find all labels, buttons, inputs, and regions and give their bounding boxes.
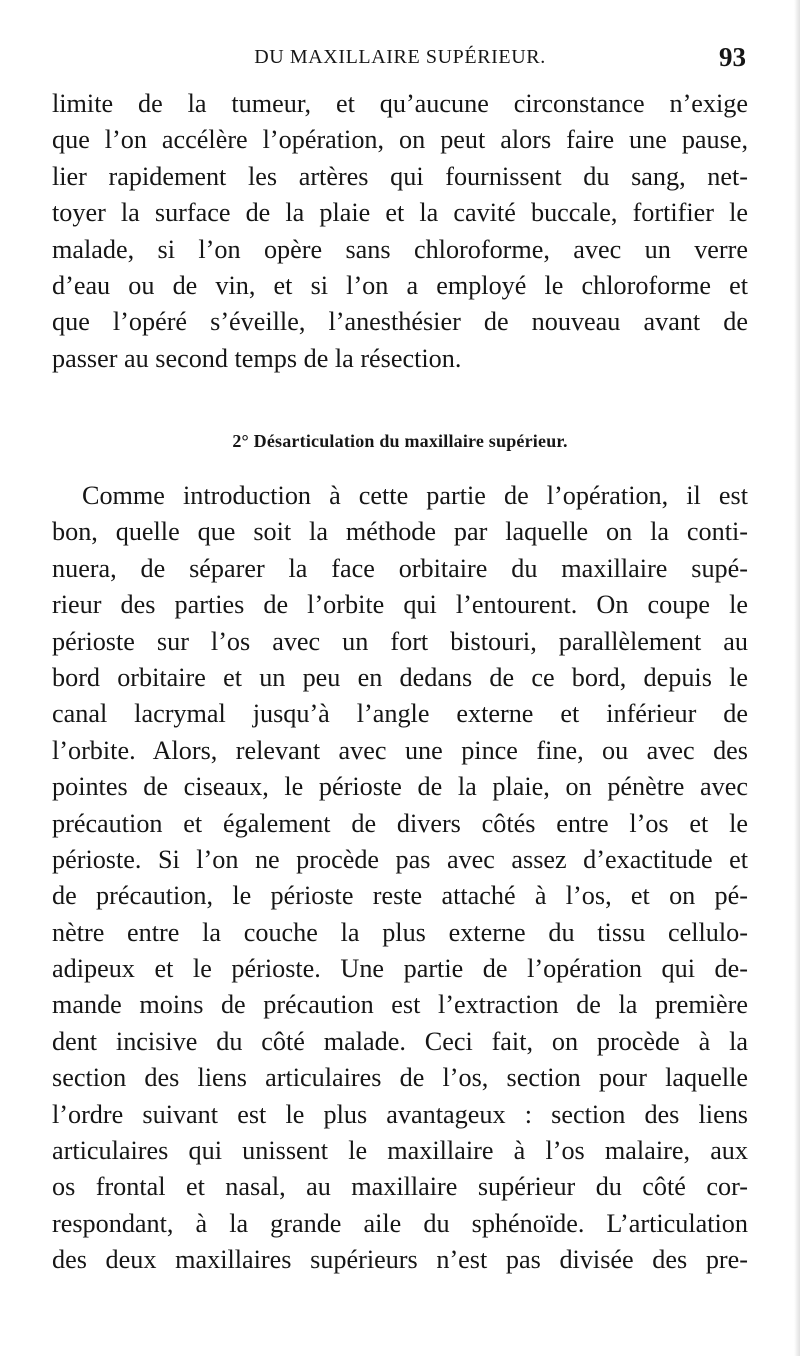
text-line: l’orbite. Alors, relevant avec une pince fine, ou avec des: [52, 735, 748, 765]
text-line: respondant, à la grande aile du sphénoïde. L’articulation: [52, 1208, 748, 1238]
paragraph-2: [52, 478, 748, 1279]
text-line: Comme introduction à cette partie de l’opération, il est: [82, 481, 748, 510]
text-line: limite de la tumeur, et qu’aucune circonstance n’exige: [52, 89, 748, 118]
text-line: passer au second temps de la résection.: [52, 343, 462, 373]
text-line: rieur des parties de l’orbite qui l’entourent. On coupe le: [52, 590, 748, 620]
text-line: de précaution, le périoste reste attaché à l’os, et on pé-: [52, 881, 748, 911]
text-line: périoste. Si l’on ne procède pas avec assez d’exactitude et: [52, 844, 748, 874]
text-line: précaution et également de divers côtés entre l’os et le: [52, 808, 748, 838]
text-line: os frontal et nasal, au maxillaire supérieur du côté cor-: [52, 1172, 748, 1202]
page-number: 93: [719, 42, 746, 72]
paragraph-1: [52, 86, 748, 377]
text-line: périoste sur l’os avec un fort bistouri, parallèlement au: [52, 626, 748, 656]
text-line: adipeux et le périoste. Une partie de l’opération qui de-: [52, 954, 748, 984]
text-line: d’eau ou de vin, et si l’on a employé le chloroforme et: [52, 270, 748, 300]
text-line: articulaires qui unissent le maxillaire à l’os malaire, aux: [52, 1136, 748, 1166]
text-line: pointes de ciseaux, le périoste de la plaie, on pénètre avec: [52, 772, 748, 802]
text-line: nuera, de séparer la face orbitaire du maxillaire supé-: [52, 553, 748, 583]
text-line: bon, quelle que soit la méthode par laquelle on la conti-: [52, 517, 748, 547]
text-line: que l’opéré s’éveille, l’anesthésier de nouveau avant de: [52, 307, 748, 337]
text-line: lier rapidement les artères qui fournissent du sang, net-: [52, 161, 748, 191]
text-line: des deux maxillaires supérieurs n’est pas divisée des pre-: [52, 1245, 748, 1275]
text-line: mande moins de précaution est l’extraction de la première: [52, 990, 748, 1020]
text-line: malade, si l’on opère sans chloroforme, avec un verre: [52, 234, 748, 264]
text-line: canal lacrymal jusqu’à l’angle externe et inférieur de: [52, 699, 748, 729]
text-line: l’ordre suivant est le plus avantageux : section des liens: [52, 1099, 748, 1129]
text-line: nètre entre la couche la plus externe du tissu cellulo-: [52, 917, 748, 947]
text-line: toyer la surface de la plaie et la cavité buccale, fortifier le: [52, 198, 748, 228]
running-head: [52, 42, 748, 72]
running-title: DU MAXILLAIRE SUPÉRIEUR.: [254, 46, 546, 68]
text-line: dent incisive du côté malade. Ceci fait, on procède à la: [52, 1026, 748, 1056]
section-heading: 2° Désarticulation du maxillaire supérieur.: [232, 431, 568, 451]
page-edge-shadow: [794, 0, 800, 1356]
text-line: section des liens articulaires de l’os, section pour laquelle: [52, 1063, 748, 1093]
text-line: bord orbitaire et un peu en dedans de ce bord, depuis le: [52, 662, 748, 692]
text-line: que l’on accélère l’opération, on peut alors faire une pause,: [52, 125, 748, 155]
